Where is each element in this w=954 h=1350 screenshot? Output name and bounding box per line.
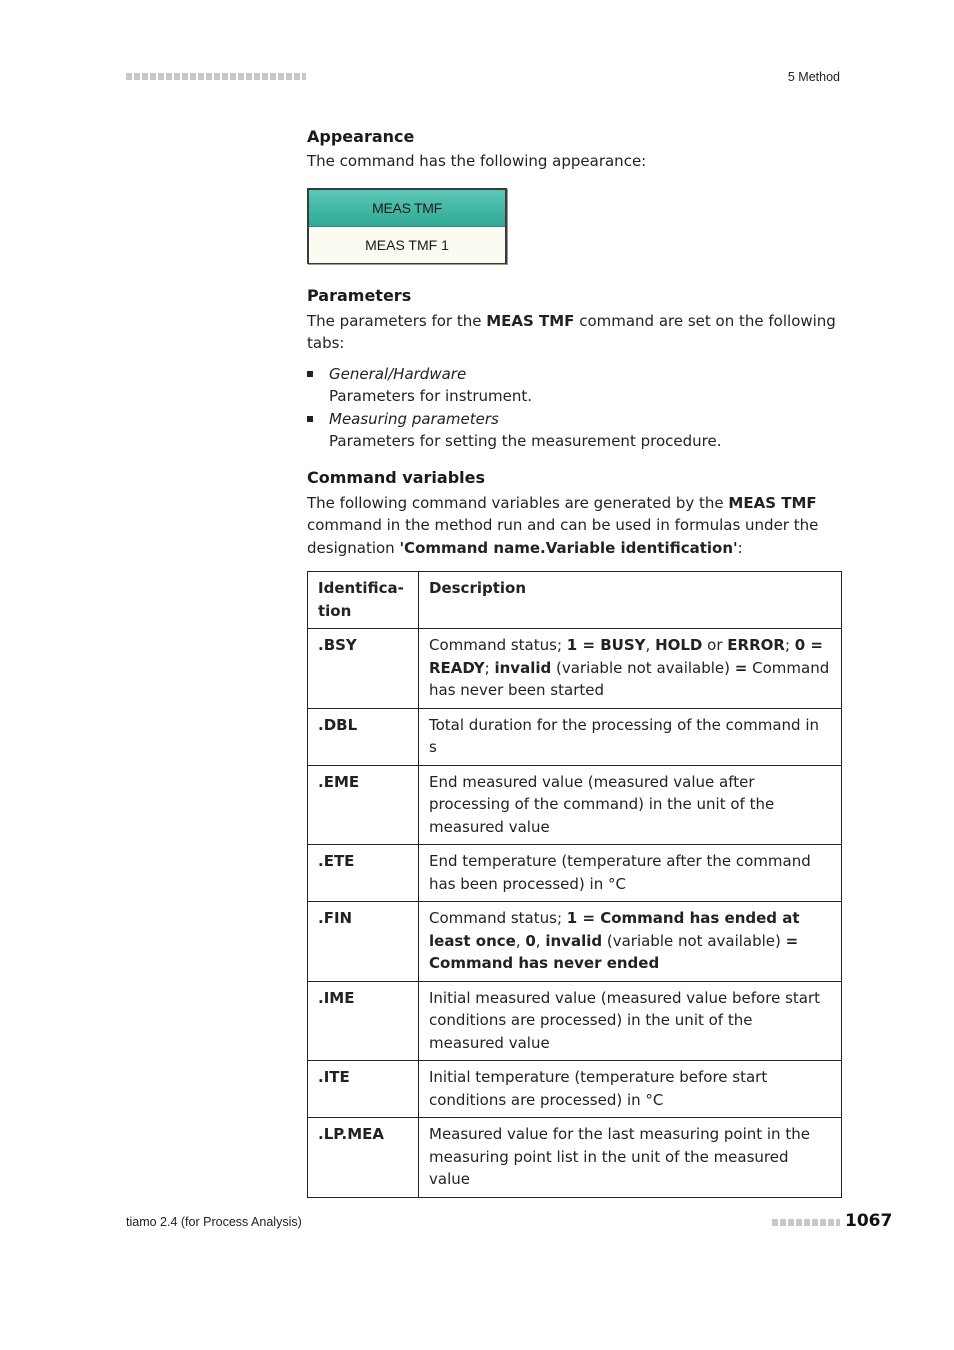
variable-identification: .IME xyxy=(308,981,419,1061)
description-segment: , xyxy=(645,636,656,654)
header-decoration xyxy=(126,73,306,80)
table-row xyxy=(308,1061,842,1118)
description-segment: ERROR xyxy=(727,636,785,654)
list-item-title: General/Hardware xyxy=(329,364,467,383)
command-variables-table xyxy=(307,571,842,1198)
variable-identification: .FIN xyxy=(308,902,419,982)
cv-intro-text: The following command variables are generated by the xyxy=(307,493,729,512)
variable-description xyxy=(419,708,842,765)
variable-identification: .BSY xyxy=(308,629,419,709)
description-segment: (variable not available) xyxy=(602,931,786,950)
cv-intro-text-end: : xyxy=(737,538,743,557)
description-segment: Measured value for the last measuring point in the measuring point list in the unit of the measured value xyxy=(429,1125,810,1188)
variable-description xyxy=(419,765,842,845)
description-segment: ; xyxy=(484,658,495,677)
list-item-desc: Parameters for instrument. xyxy=(329,387,533,405)
table-row xyxy=(308,845,842,902)
description-segment: or xyxy=(702,636,728,654)
description-segment: 1 = Command has ended at least once xyxy=(429,909,800,950)
description-segment: Command has never been started xyxy=(429,658,830,699)
table-row xyxy=(308,708,842,765)
page-number: 1067 xyxy=(845,1211,893,1231)
description-segment: (variable not available) xyxy=(551,658,735,677)
description-segment: Initial temperature (temperature before start conditions are processed) in °C xyxy=(429,1068,768,1109)
page-content xyxy=(307,127,841,1198)
variable-identification: .DBL xyxy=(308,708,419,765)
list-item xyxy=(307,408,841,453)
variable-identification: .LP.MEA xyxy=(308,1118,419,1198)
footer-product: tiamo 2.4 (for Process Analysis) xyxy=(126,1215,302,1229)
description-segment: Command status; xyxy=(429,909,567,927)
table-row xyxy=(308,629,842,709)
description-segment: End temperature (temperature after the command has been processed) in °C xyxy=(429,852,811,893)
table-row xyxy=(308,902,842,982)
description-segment: Total duration for the processing of the command in s xyxy=(429,715,819,756)
parameters-intro-command: MEAS TMF xyxy=(486,311,575,330)
description-segment: ; xyxy=(784,636,795,654)
parameters-intro-text: The parameters for the xyxy=(307,311,487,330)
bullet-icon xyxy=(307,371,313,377)
description-segment: Command status; xyxy=(429,636,567,654)
description-segment: = Command has never ended xyxy=(429,931,799,972)
description-segment: , xyxy=(515,931,526,950)
variable-description xyxy=(419,845,842,902)
variable-identification: .ITE xyxy=(308,1061,419,1118)
parameters-tab-list xyxy=(307,363,841,453)
description-segment: invalid xyxy=(545,931,603,950)
bullet-icon xyxy=(307,416,313,422)
parameters-intro-text-end: command are set on the following tabs: xyxy=(307,311,836,352)
variable-identification: .ETE xyxy=(308,845,419,902)
description-segment: , xyxy=(535,931,546,950)
command-variables-intro xyxy=(307,492,841,560)
command-appearance-box xyxy=(307,188,507,264)
list-item xyxy=(307,363,841,408)
description-segment: 1 = BUSY xyxy=(566,636,646,654)
command-variables-heading: Command variables xyxy=(307,467,485,487)
variable-description xyxy=(419,902,842,982)
variable-identification: .EME xyxy=(308,765,419,845)
column-header-description: Description xyxy=(419,572,842,629)
table-row xyxy=(308,981,842,1061)
description-segment: HOLD xyxy=(655,636,703,654)
variable-description xyxy=(419,629,842,709)
parameters-intro xyxy=(307,310,841,355)
list-item-desc: Parameters for setting the measurement procedure. xyxy=(329,432,722,450)
description-segment: End measured value (measured value after processing of the command) in the unit of the measured value xyxy=(429,772,775,836)
cv-intro-text-mid: command in the method run and can be used in formulas under the designation xyxy=(307,516,819,557)
description-segment: Initial measured value (measured value before start conditions are processed) in the unit of the measured value xyxy=(429,988,821,1052)
chapter-title: 5 Method xyxy=(787,70,840,84)
variable-description xyxy=(419,1061,842,1118)
list-item-title: Measuring parameters xyxy=(329,409,499,428)
footer-decoration xyxy=(772,1219,840,1226)
cv-intro-command: MEAS TMF xyxy=(728,493,817,512)
variable-description xyxy=(419,981,842,1061)
appearance-heading: Appearance xyxy=(307,127,415,146)
description-segment: 0 = READY xyxy=(429,636,823,677)
table-row xyxy=(308,1118,842,1198)
cv-intro-designation: 'Command name.Variable identification' xyxy=(399,538,738,557)
variable-description xyxy=(419,1118,842,1198)
table-header-row xyxy=(308,572,842,629)
description-segment: = xyxy=(734,658,748,677)
column-header-identification: Identifica-tion xyxy=(308,572,419,629)
command-box-name: MEAS TMF 1 xyxy=(309,227,505,263)
description-segment: invalid xyxy=(494,658,552,677)
table-body xyxy=(308,629,842,1198)
command-box-title: MEAS TMF xyxy=(309,190,505,227)
appearance-intro: The command has the following appearance: xyxy=(307,152,647,170)
description-segment: 0 xyxy=(525,931,536,950)
parameters-heading: Parameters xyxy=(307,285,412,305)
table-row xyxy=(308,765,842,845)
